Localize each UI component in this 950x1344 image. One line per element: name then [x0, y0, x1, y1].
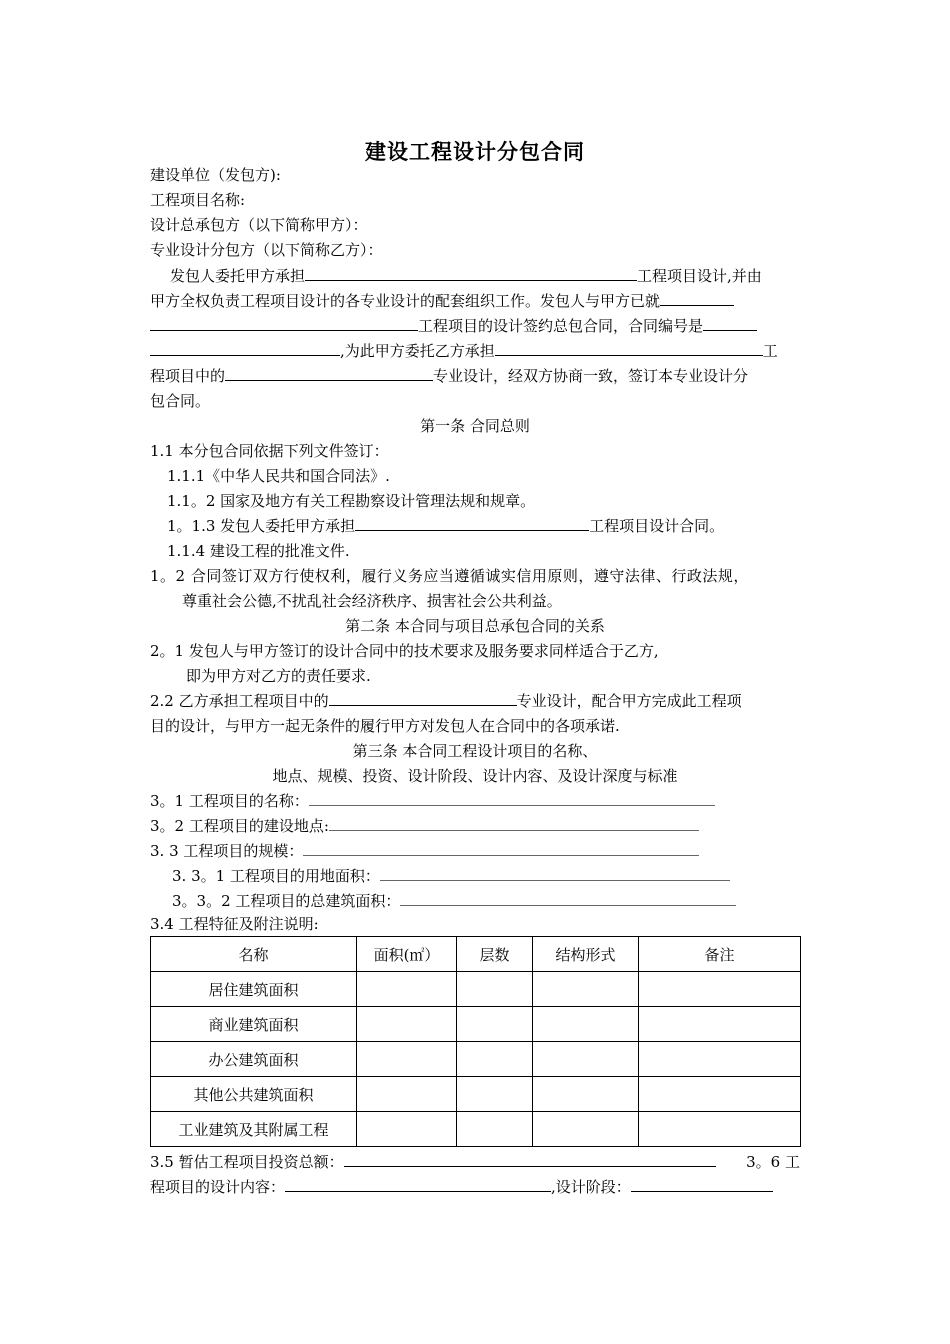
investment-total-blank[interactable]: [344, 1150, 716, 1167]
table-row: [151, 1007, 801, 1042]
project-features-table: [150, 936, 801, 1147]
clause-1-1-1: 1.1.1《中华人民共和国合同法》.: [167, 467, 390, 485]
clause-3-5: 3.5 暂估工程项目投资总额： 3。6 工: [150, 1150, 800, 1174]
entrusted-project-blank[interactable]: [305, 264, 637, 281]
employer-line: 建设单位（发包方):: [150, 166, 281, 184]
structure-cell[interactable]: [533, 1042, 639, 1077]
clause-3-3: 3. 3 工程项目的规模：: [150, 839, 800, 863]
contract-number-blank-a[interactable]: [703, 314, 757, 331]
clause-3-6: 程项目的设计内容： ,设计阶段：: [150, 1175, 800, 1199]
structure-cell[interactable]: [533, 1007, 639, 1042]
structure-cell[interactable]: [533, 972, 639, 1007]
row-label: 工业建筑及其附属工程: [151, 1112, 357, 1147]
intro-line-2: 甲方全权负责工程项目设计的各专业设计的配套组织工作。发包人与甲方已就: [150, 289, 800, 313]
row-label: 商业建筑面积: [151, 1007, 357, 1042]
col-header-floors: 层数: [457, 937, 533, 972]
entrusted-contract-blank[interactable]: [355, 514, 589, 531]
clause-3-2: 3。2 工程项目的建设地点:: [150, 814, 800, 838]
clause-2-2-a: 2.2 乙方承担工程项目中的 专业设计，配合甲方完成此工程项: [150, 689, 800, 713]
clause-3-3-2: 3。3。2 工程项目的总建筑面积：: [150, 889, 800, 913]
article-3-heading-1: 第三条 本合同工程设计项目的名称、: [352, 742, 598, 760]
intro-line-3: 工程项目的设计签约总包合同，合同编号是: [150, 314, 800, 338]
contract-subject-blank-a[interactable]: [660, 289, 734, 306]
clause-2-2-b: 目的设计，与甲方一起无条件的履行甲方对发包人在合同中的各项承诺.: [150, 717, 620, 735]
article-3-heading-2: 地点、规模、投资、设计阶段、设计内容、及设计深度与标准: [272, 767, 678, 785]
floors-cell[interactable]: [457, 1112, 533, 1147]
clause-3-3-1: 3. 3。1 工程项目的用地面积：: [150, 864, 800, 888]
floors-cell[interactable]: [457, 972, 533, 1007]
land-area-blank[interactable]: [380, 864, 730, 881]
clause-2-1-a: 2。1 发包人与甲方签订的设计合同中的技术要求及服务要求同样适合于乙方,: [150, 642, 659, 660]
intro-line-4: ,为此甲方委托乙方承担 工: [150, 339, 800, 363]
row-label: 办公建筑面积: [151, 1042, 357, 1077]
contract-number-blank-b[interactable]: [150, 339, 340, 356]
design-content-blank[interactable]: [285, 1175, 551, 1192]
structure-cell[interactable]: [533, 1112, 639, 1147]
intro-line-5: 程项目中的 专业设计，经双方协商一致，签订本专业设计分: [150, 364, 800, 388]
project-name-blank[interactable]: [309, 789, 715, 806]
remarks-cell[interactable]: [639, 1077, 801, 1112]
intro-line-1: 发包人委托甲方承担 工程项目设计,并由: [150, 264, 800, 288]
clause-1-1: 1.1 本分包合同依据下列文件签订：: [150, 442, 389, 460]
party-b-line: 专业设计分包方（以下简称乙方）：: [150, 241, 383, 259]
design-stage-blank[interactable]: [631, 1175, 773, 1192]
floors-cell[interactable]: [457, 1007, 533, 1042]
party-b-specialty-blank[interactable]: [329, 689, 517, 706]
construction-site-blank[interactable]: [329, 814, 699, 831]
clause-1-2-b: 尊重社会公德,不扰乱社会经济秩序、损害社会公共利益。: [182, 592, 562, 610]
table-row: [151, 1077, 801, 1112]
project-name-line: 工程项目名称:: [150, 191, 246, 209]
remarks-cell[interactable]: [639, 1112, 801, 1147]
table-row: [151, 972, 801, 1007]
remarks-cell[interactable]: [639, 1042, 801, 1077]
intro-line-6: 包合同。: [150, 392, 211, 410]
clause-3-4: 3.4 工程特征及附注说明:: [150, 915, 319, 933]
entrusted-work-blank[interactable]: [495, 339, 763, 356]
table-header-row: [151, 937, 801, 972]
area-cell[interactable]: [357, 1112, 457, 1147]
table-row: [151, 1112, 801, 1147]
row-label: 其他公共建筑面积: [151, 1077, 357, 1112]
area-cell[interactable]: [357, 1077, 457, 1112]
party-a-line: 设计总承包方（以下简称甲方）：: [150, 216, 368, 234]
table-row: [151, 1042, 801, 1077]
area-cell[interactable]: [357, 972, 457, 1007]
clause-1-1-3: 1。1.3 发包人委托甲方承担 工程项目设计合同。: [150, 514, 800, 538]
col-header-area: 面积(㎡）: [357, 937, 457, 972]
row-label: 居住建筑面积: [151, 972, 357, 1007]
area-cell[interactable]: [357, 1042, 457, 1077]
total-floor-area-blank[interactable]: [400, 889, 736, 906]
remarks-cell[interactable]: [639, 972, 801, 1007]
clause-2-1-b: 即为甲方对乙方的责任要求.: [186, 667, 371, 685]
contract-subject-blank-b[interactable]: [150, 314, 418, 331]
col-header-name: 名称: [151, 937, 357, 972]
clause-1-1-2: 1.1。2 国家及地方有关工程勘察设计管理法规和规章。: [167, 492, 536, 510]
structure-cell[interactable]: [533, 1077, 639, 1112]
document-title: 建设工程设计分包合同: [365, 139, 585, 164]
clause-1-1-4: 1.1.4 建设工程的批准文件.: [167, 542, 350, 560]
floors-cell[interactable]: [457, 1042, 533, 1077]
project-scale-blank[interactable]: [303, 839, 699, 856]
remarks-cell[interactable]: [639, 1007, 801, 1042]
col-header-remarks: 备注: [639, 937, 801, 972]
article-1-heading: 第一条 合同总则: [420, 417, 530, 435]
col-header-structure: 结构形式: [533, 937, 639, 972]
clause-3-1: 3。1 工程项目的名称：: [150, 789, 800, 813]
specialty-design-blank[interactable]: [225, 364, 433, 381]
area-cell[interactable]: [357, 1007, 457, 1042]
floors-cell[interactable]: [457, 1077, 533, 1112]
article-2-heading: 第二条 本合同与项目总承包合同的关系: [345, 617, 605, 635]
clause-1-2-a: 1。2 合同签订双方行使权利，履行义务应当遵循诚实信用原则，遵守法律、行政法规，: [150, 567, 749, 585]
